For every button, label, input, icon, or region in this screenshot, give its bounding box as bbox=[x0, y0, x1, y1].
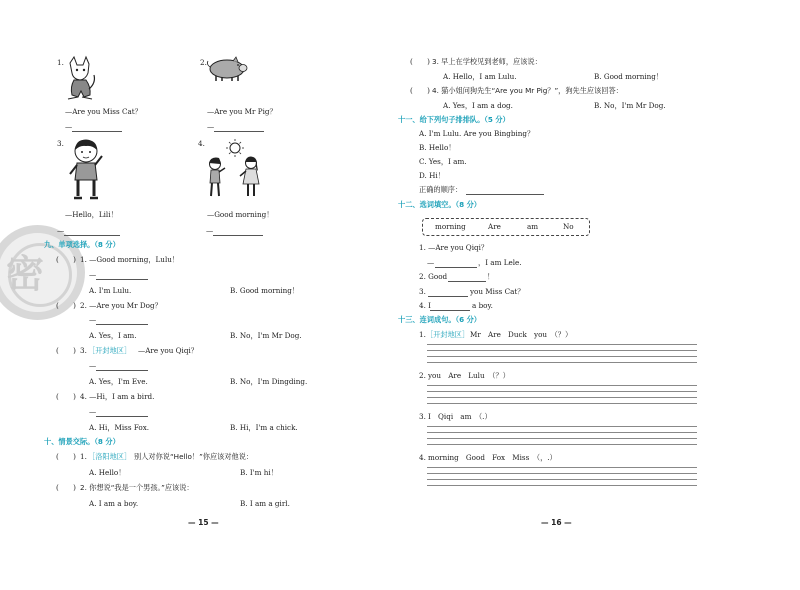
q8-1-num: 1. bbox=[57, 58, 64, 67]
q8-2-reply: — bbox=[207, 122, 215, 131]
word-bank-word-2: Are bbox=[488, 222, 501, 231]
s10-q4-option-b[interactable]: B. No，I'm Mr Dog. bbox=[594, 101, 666, 110]
word-bank-word-4: No bbox=[563, 222, 574, 231]
pig-picture bbox=[205, 55, 249, 83]
q8-3-prompt: —Hello，Lili！ bbox=[65, 210, 118, 219]
s10-q2-option-a[interactable]: A. I am a boy. bbox=[89, 499, 139, 508]
s9-q3-answer-line[interactable] bbox=[96, 370, 148, 371]
s12-q1-reply-dash: — bbox=[427, 258, 435, 267]
s9-q4-stem: 4. —Hi，I am a bird. bbox=[80, 392, 155, 401]
s13-q3-writing-line[interactable] bbox=[427, 432, 697, 433]
s13-q2-writing-line[interactable] bbox=[427, 391, 697, 392]
s13-q1-writing-line[interactable] bbox=[427, 350, 697, 351]
q8-2-num: 2. bbox=[200, 58, 207, 67]
s9-q3-region-tag: ［开封地区］ bbox=[88, 346, 132, 355]
q8-3-num: 3. bbox=[57, 139, 64, 148]
s9-q4-option-b[interactable]: B. Hi，I'm a chick. bbox=[230, 423, 298, 432]
s12-q3-blank[interactable] bbox=[428, 296, 468, 297]
section12-title: 十二、选词填空。（8 分） bbox=[398, 200, 481, 209]
s10-q1-region-tag: ［洛阳地区］ bbox=[88, 452, 132, 461]
s13-q4-words: morning Good Fox Miss （，.） bbox=[428, 453, 557, 462]
s10-q3-stem: 3. 早上在学校见到老师，应该说： bbox=[432, 57, 542, 66]
s13-q1-writing-line[interactable] bbox=[427, 362, 697, 363]
s9-q4-paren[interactable]: ( ) bbox=[56, 392, 76, 401]
s9-q4-dash: — bbox=[89, 407, 97, 416]
s10-q1-option-b[interactable]: B. I'm hi！ bbox=[240, 468, 278, 477]
s10-q3-paren[interactable]: ( ) bbox=[410, 57, 430, 66]
s10-q4-option-a[interactable]: A. Yes，I am a dog. bbox=[443, 101, 513, 110]
s9-q2-answer-line[interactable] bbox=[96, 324, 148, 325]
s9-q3-dash: — bbox=[89, 361, 97, 370]
s9-q4-answer-line[interactable] bbox=[96, 416, 148, 417]
s13-q2-num: 2. bbox=[419, 371, 426, 380]
s10-q4-stem: 4. 猫小姐问狗先生“Are you Mr Pig？”，狗先生应该回答： bbox=[432, 86, 623, 95]
s12-q3-post: you Miss Cat？ bbox=[470, 287, 525, 296]
s9-q2-stem: 2. —Are you Mr Dog？ bbox=[80, 301, 162, 310]
s13-q2-words: you Are Lulu （？） bbox=[428, 371, 510, 380]
s12-q4-post: a boy. bbox=[472, 301, 493, 310]
s10-q1-option-a[interactable]: A. Hello！ bbox=[89, 468, 126, 477]
seal-char: 密 bbox=[6, 252, 45, 296]
s13-q3-writing-line[interactable] bbox=[427, 438, 697, 439]
s10-q2-stem: 2. 你想说“我是一个男孩。”应该说： bbox=[80, 483, 194, 492]
s11-order-label: 正确的顺序： bbox=[419, 185, 463, 194]
section13-title: 十三、连词成句。（6 分） bbox=[398, 315, 481, 324]
s9-q4-option-a[interactable]: A. Hi，Miss Fox. bbox=[89, 423, 150, 432]
s13-q3-writing-line[interactable] bbox=[427, 426, 697, 427]
s13-q1-writing-line[interactable] bbox=[427, 356, 697, 357]
q8-4-prompt: —Good morning！ bbox=[207, 210, 274, 219]
s13-q2-writing-line[interactable] bbox=[427, 385, 697, 386]
cat-picture bbox=[60, 55, 100, 103]
s9-q2-option-b[interactable]: B. No，I'm Mr Dog. bbox=[230, 331, 302, 340]
s12-q1-blank[interactable] bbox=[435, 267, 477, 268]
s13-q4-writing-line[interactable] bbox=[427, 473, 697, 474]
s10-q1-num: 1. bbox=[80, 452, 87, 461]
boy-picture bbox=[66, 138, 106, 206]
q8-2-answer-line[interactable] bbox=[214, 131, 264, 132]
s9-q1-option-b[interactable]: B. Good morning！ bbox=[230, 286, 300, 295]
s13-q2-writing-line[interactable] bbox=[427, 397, 697, 398]
q8-1-prompt: —Are you Miss Cat？ bbox=[65, 107, 142, 116]
s13-q4-writing-line[interactable] bbox=[427, 485, 697, 486]
s12-q2-pre: 2. Good bbox=[419, 272, 448, 281]
s9-q3-option-b[interactable]: B. No，I'm Dingding. bbox=[230, 377, 308, 386]
s9-q1-option-a[interactable]: A. I'm Lulu. bbox=[89, 286, 132, 295]
s10-q1-paren[interactable]: ( ) bbox=[56, 452, 76, 461]
word-bank-word-1: morning bbox=[435, 222, 466, 231]
page-number-left: — 15 — bbox=[188, 518, 219, 527]
q8-1-answer-line[interactable] bbox=[72, 131, 122, 132]
q8-4-reply: — bbox=[206, 226, 214, 235]
s10-q4-paren[interactable]: ( ) bbox=[410, 86, 430, 95]
s13-q3-writing-line[interactable] bbox=[427, 444, 697, 445]
s9-q2-option-a[interactable]: A. Yes，I am. bbox=[89, 331, 137, 340]
s9-q1-dash: — bbox=[89, 270, 97, 279]
s9-q3-paren[interactable]: ( ) bbox=[56, 346, 76, 355]
s12-q2-blank[interactable] bbox=[448, 281, 486, 282]
section10-title: 十、情景交际。（8 分） bbox=[44, 437, 120, 446]
section11-title: 十一、给下列句子排排队。（5 分） bbox=[398, 115, 510, 124]
s12-q1-stem: 1. —Are you Qiqi？ bbox=[419, 243, 489, 252]
s13-q1-region-tag: ［开封地区］ bbox=[426, 330, 470, 339]
s11-line-c: C. Yes，I am. bbox=[419, 157, 467, 166]
s12-q2-post: ！ bbox=[487, 272, 495, 281]
s13-q2-writing-line[interactable] bbox=[427, 403, 697, 404]
q8-1-reply: — bbox=[65, 122, 73, 131]
children-sun-picture bbox=[205, 138, 267, 200]
s13-q3-words: I Qiqi am （.） bbox=[428, 412, 492, 421]
page-number-right: — 16 — bbox=[541, 518, 572, 527]
s10-q1-stem: 别人对你说“Hello！”你应该对他说： bbox=[134, 452, 254, 461]
s13-q4-writing-line[interactable] bbox=[427, 467, 697, 468]
q8-4-answer-line[interactable] bbox=[213, 235, 263, 236]
s9-q3-num: 3. bbox=[80, 346, 87, 355]
s9-q1-answer-line[interactable] bbox=[96, 279, 148, 280]
s10-q2-paren[interactable]: ( ) bbox=[56, 483, 76, 492]
s9-q2-paren[interactable]: ( ) bbox=[56, 301, 76, 310]
s9-q1-stem: 1. —Good morning，Lulu！ bbox=[80, 255, 180, 264]
s12-q4-pre: 4. I bbox=[419, 301, 431, 310]
q8-4-num: 4. bbox=[198, 139, 205, 148]
s11-line-a: A. I'm Lulu. Are you Bingbing？ bbox=[419, 129, 535, 138]
s12-q3-pre: 3. bbox=[419, 287, 426, 296]
s12-q1-reply-rest: ，I am Lele. bbox=[478, 258, 522, 267]
s10-q3-option-a[interactable]: A. Hello，I am Lulu. bbox=[443, 72, 517, 81]
s10-q2-option-b[interactable]: B. I am a girl. bbox=[240, 499, 290, 508]
s13-q1-writing-line[interactable] bbox=[427, 344, 697, 345]
q8-3-answer-line[interactable] bbox=[64, 235, 120, 236]
s11-line-b: B. Hello！ bbox=[419, 143, 456, 152]
s11-line-d: D. Hi！ bbox=[419, 171, 445, 180]
s13-q3-num: 3. bbox=[419, 412, 426, 421]
q8-3-reply: — bbox=[57, 226, 65, 235]
s9-q1-paren[interactable]: ( ) bbox=[56, 255, 76, 264]
s9-q2-dash: — bbox=[89, 315, 97, 324]
s11-order-answer-line[interactable] bbox=[466, 194, 544, 195]
word-bank-word-3: am bbox=[527, 222, 539, 231]
s9-q3-option-a[interactable]: A. Yes，I'm Eve. bbox=[89, 377, 148, 386]
s10-q3-option-b[interactable]: B. Good morning！ bbox=[594, 72, 664, 81]
q8-2-prompt: —Are you Mr Pig？ bbox=[207, 107, 277, 116]
s13-q4-writing-line[interactable] bbox=[427, 479, 697, 480]
section9-title: 九、单项选择。（8 分） bbox=[44, 240, 120, 249]
s12-q4-blank[interactable] bbox=[430, 310, 470, 311]
s13-q1-words: Mr Are Duck you （？） bbox=[470, 330, 573, 339]
s9-q3-stem: —Are you Qiqi？ bbox=[138, 346, 198, 355]
s13-q1-num: 1. bbox=[419, 330, 426, 339]
s13-q4-num: 4. bbox=[419, 453, 426, 462]
